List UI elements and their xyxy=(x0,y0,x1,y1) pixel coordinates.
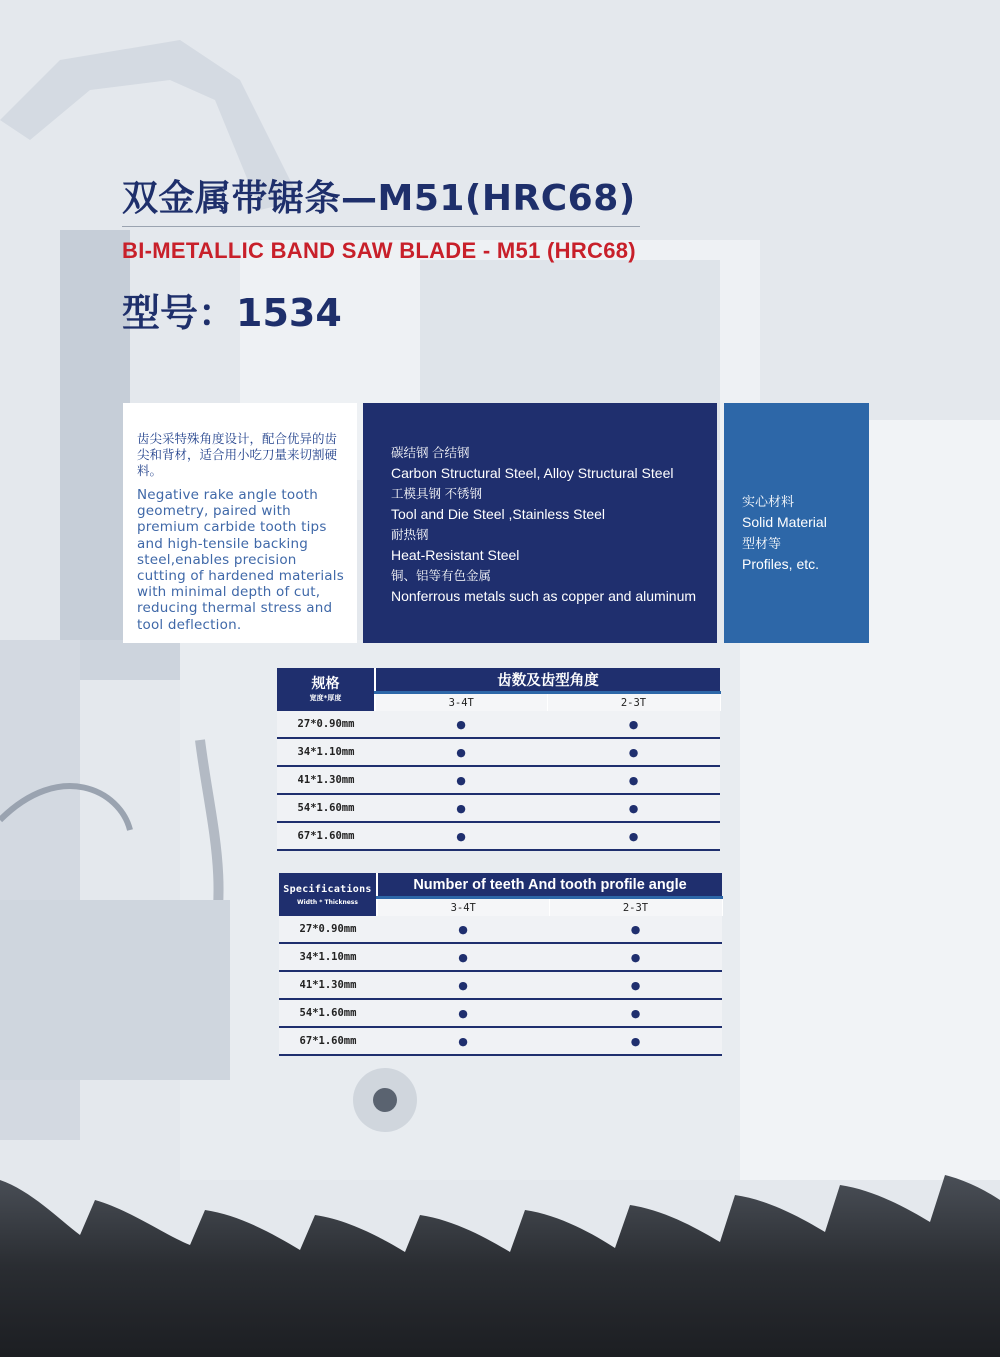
page-subtitle: BI-METALLIC BAND SAW BLADE - M51 (HRC68) xyxy=(122,238,636,263)
title-divider xyxy=(122,226,640,227)
table-row xyxy=(279,971,722,999)
dot-mark: ● xyxy=(377,999,549,1027)
dot-mark: ● xyxy=(375,822,547,850)
feature-panel xyxy=(123,403,357,643)
spec-header-cell xyxy=(277,668,375,711)
spec-cell: 54*1.60mm xyxy=(279,999,377,1027)
dot-mark: ● xyxy=(549,1027,722,1055)
teeth-header: 齿数及齿型角度 xyxy=(375,668,720,693)
spec-subheader: Width * Thickness xyxy=(297,899,358,906)
spec-cell: 34*1.10mm xyxy=(277,738,375,766)
spec-cell: 34*1.10mm xyxy=(279,943,377,971)
material-item-zh: 碳结钢 合结钢 xyxy=(391,446,470,460)
dot-mark: ● xyxy=(375,738,547,766)
shape-item-zh: 实心材料 xyxy=(742,494,795,509)
spec-cell: 27*0.90mm xyxy=(277,711,375,738)
spec-header: 规格 xyxy=(311,676,340,692)
materials-panel xyxy=(363,403,717,643)
material-item-en: Carbon Structural Steel, Alloy Structural Steel xyxy=(391,465,674,481)
spec-header-cell xyxy=(279,873,377,916)
dot-mark: ● xyxy=(547,738,720,766)
table-row xyxy=(279,916,722,943)
table-row xyxy=(277,822,720,850)
model-number: 型号：1534 xyxy=(122,291,342,335)
dot-mark: ● xyxy=(549,999,722,1027)
spec-header: Specifications xyxy=(283,884,372,895)
shapes-panel xyxy=(724,403,869,643)
dot-mark: ● xyxy=(549,971,722,999)
dot-mark: ● xyxy=(547,822,720,850)
table-row xyxy=(277,738,720,766)
dot-mark: ● xyxy=(377,943,549,971)
shape-item-en: Solid Material xyxy=(742,514,827,530)
material-item-zh: 耐热钢 xyxy=(391,528,429,542)
dot-mark: ● xyxy=(547,794,720,822)
dot-mark: ● xyxy=(375,711,547,738)
spec-table-en xyxy=(279,873,723,1056)
material-item-en: Tool and Die Steel ,Stainless Steel xyxy=(391,506,606,522)
column-header-3-4t: 3-4T xyxy=(375,693,547,712)
feature-description-en: Negative rake angle tooth geometry, paired with premium carbide tooth tips and high-tensile backing steel,enables precision cutting of hardened materials with minimal depth of cut, reducing thermal stress and tool deflection. xyxy=(137,487,344,633)
column-header-2-3t: 2-3T xyxy=(549,898,722,917)
teeth-header: Number of teeth And tooth profile angle xyxy=(377,873,722,898)
material-item-en: Heat-Resistant Steel xyxy=(391,547,520,563)
dot-mark: ● xyxy=(377,916,549,943)
spec-cell: 41*1.30mm xyxy=(277,766,375,794)
dot-mark: ● xyxy=(549,916,722,943)
material-item-zh: 工模具钢 不锈钢 xyxy=(391,487,482,501)
spec-subheader: 宽度*厚度 xyxy=(309,694,342,702)
column-header-2-3t: 2-3T xyxy=(547,693,720,712)
spec-cell: 54*1.60mm xyxy=(277,794,375,822)
dot-mark: ● xyxy=(375,794,547,822)
feature-description-zh: 齿尖采特殊角度设计，配合优异的齿尖和背材，适合用小吃刀量来切割硬料。 xyxy=(137,431,338,478)
spec-cell: 41*1.30mm xyxy=(279,971,377,999)
shape-item-en: Profiles, etc. xyxy=(742,556,820,572)
dot-mark: ● xyxy=(549,943,722,971)
dot-mark: ● xyxy=(547,766,720,794)
table-row xyxy=(277,711,720,738)
table-row xyxy=(277,794,720,822)
spec-cell: 27*0.90mm xyxy=(279,916,377,943)
material-item-zh: 铜、铝等有色金属 xyxy=(391,569,492,583)
dot-mark: ● xyxy=(375,766,547,794)
page-title: 双金属带锯条—M51(HRC68) xyxy=(122,178,636,219)
column-header-3-4t: 3-4T xyxy=(377,898,549,917)
spec-table-zh xyxy=(277,668,721,851)
table-row xyxy=(279,1027,722,1055)
table-row xyxy=(279,999,722,1027)
saw-blade-graphic xyxy=(0,1160,1000,1357)
table-row xyxy=(279,943,722,971)
dot-mark: ● xyxy=(377,971,549,999)
spec-cell: 67*1.60mm xyxy=(279,1027,377,1055)
material-item-en: Nonferrous metals such as copper and aluminum xyxy=(391,588,697,604)
table-row xyxy=(277,766,720,794)
dot-mark: ● xyxy=(547,711,720,738)
shape-item-zh: 型材等 xyxy=(742,536,782,551)
dot-mark: ● xyxy=(377,1027,549,1055)
spec-cell: 67*1.60mm xyxy=(277,822,375,850)
